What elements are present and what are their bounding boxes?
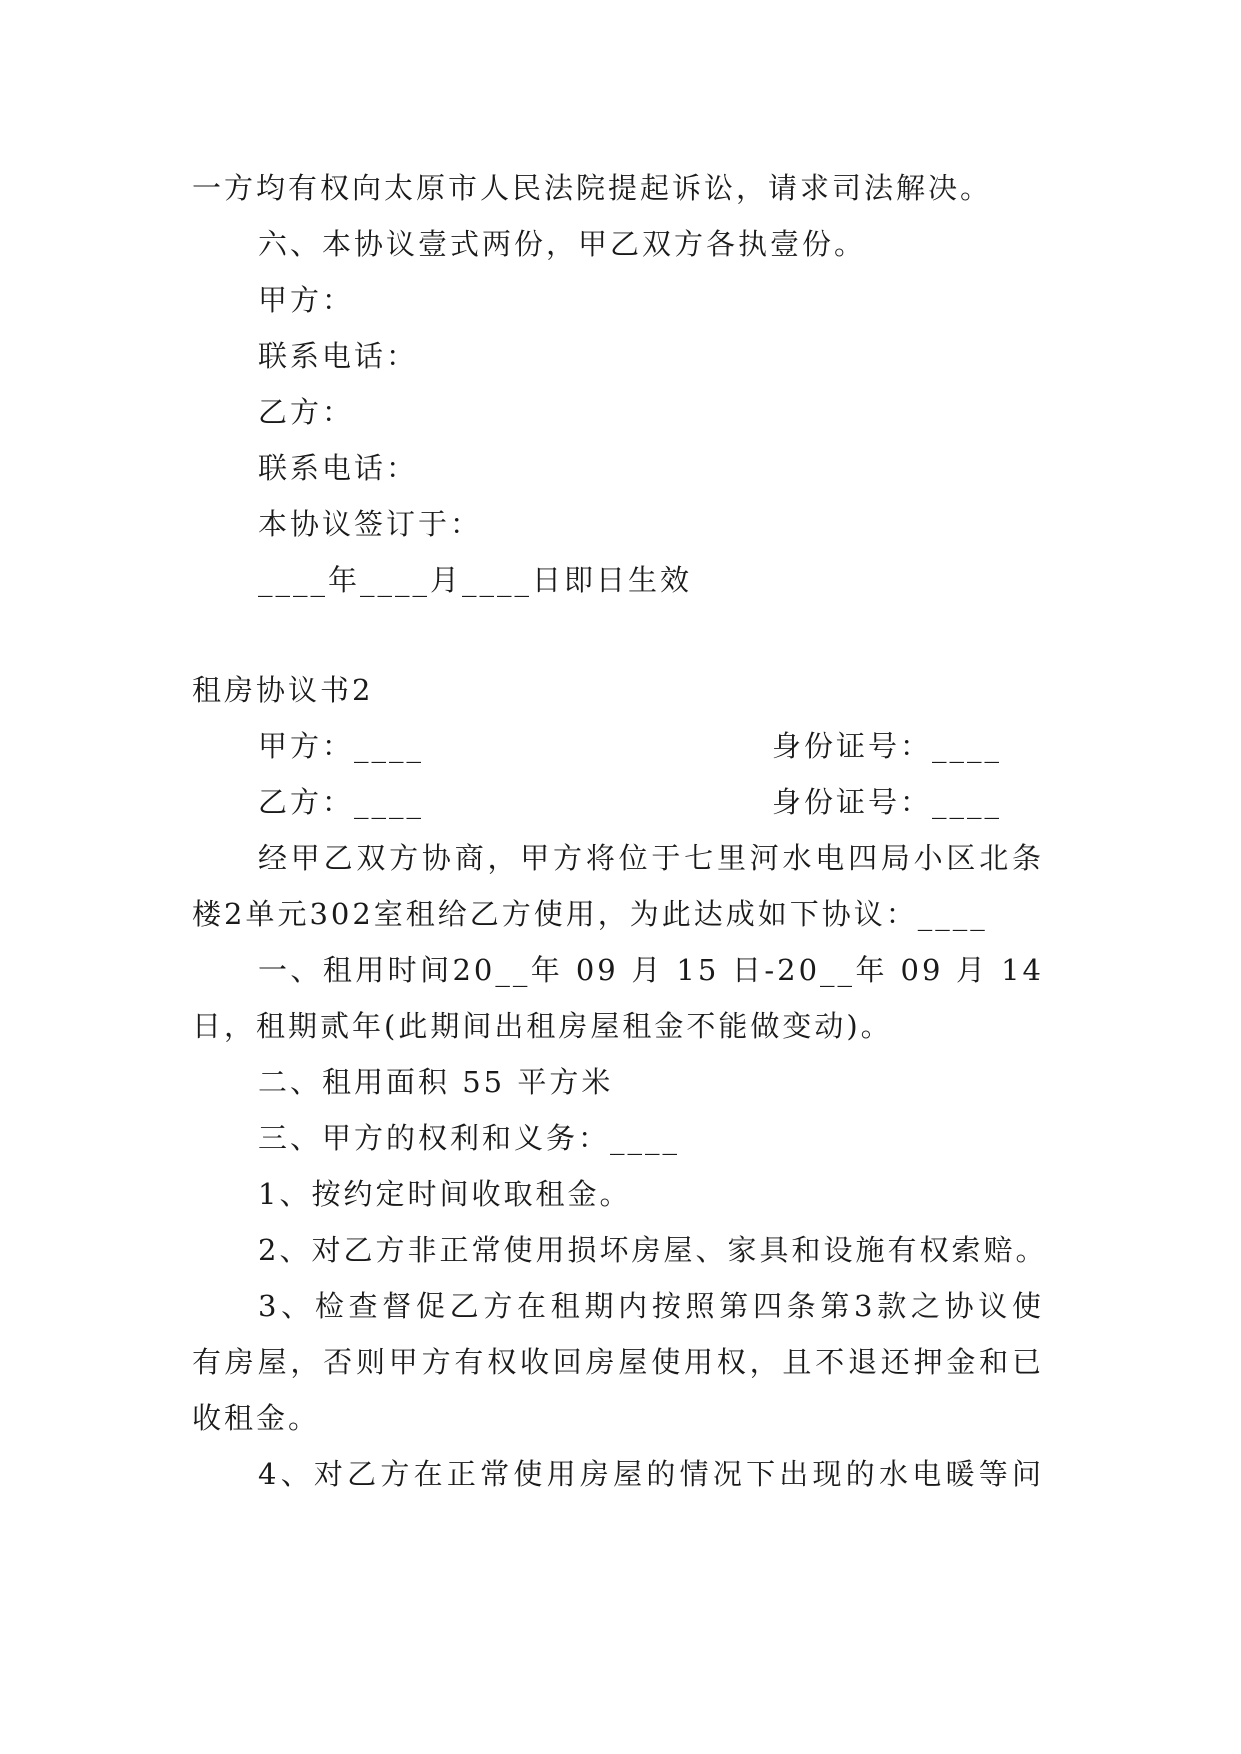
paragraph-line: 楼2单元302室租给乙方使用，为此达成如下协议：____ bbox=[192, 897, 988, 931]
party-b-id-field: 身份证号：____ bbox=[772, 785, 1003, 819]
signed-date-label: 本协议签订于： bbox=[258, 507, 483, 541]
section-title: 租房协议书2 bbox=[192, 673, 374, 707]
paragraph-line: 经甲乙双方协商，甲方将位于七里河水电四局小区北条 bbox=[258, 841, 1044, 875]
party-a-field: 甲方：____ bbox=[258, 729, 425, 763]
list-item: 3、检查督促乙方在租期内按照第四条第3款之协议使 bbox=[258, 1289, 1044, 1323]
party-a-label: 甲方： bbox=[258, 283, 355, 317]
list-item-continuation: 有房屋，否则甲方有权收回房屋使用权，且不退还押金和已 bbox=[192, 1345, 1044, 1379]
party-b-label: 乙方： bbox=[258, 395, 355, 429]
party-a-phone-label: 联系电话： bbox=[258, 339, 419, 373]
effective-date-line: ____年____月____日即日生效 bbox=[258, 563, 693, 597]
list-item: 2、对乙方非正常使用损坏房屋、家具和设施有权索赔。 bbox=[258, 1233, 1048, 1267]
paragraph-line: 一方均有权向太原市人民法院提起诉讼，请求司法解决。 bbox=[192, 171, 993, 205]
clause-one-line: 一、租用时间20__年 09 月 15 日-20__年 09 月 14 bbox=[258, 953, 1044, 987]
party-b-field: 乙方：____ bbox=[258, 785, 425, 819]
party-b-phone-label: 联系电话： bbox=[258, 451, 419, 485]
list-item: 1、按约定时间收取租金。 bbox=[258, 1177, 632, 1211]
clause-three-heading: 三、甲方的权利和义务：____ bbox=[258, 1121, 681, 1155]
list-item-continuation: 收租金。 bbox=[192, 1401, 321, 1435]
party-a-id-field: 身份证号：____ bbox=[772, 729, 1003, 763]
clause-one-line: 日，租期贰年(此期间出租房屋租金不能做变动)。 bbox=[192, 1009, 893, 1043]
clause-two: 二、租用面积 55 平方米 bbox=[258, 1065, 614, 1099]
list-item: 4、对乙方在正常使用房屋的情况下出现的水电暖等问 bbox=[258, 1457, 1044, 1491]
clause-six: 六、本协议壹式两份，甲乙双方各执壹份。 bbox=[258, 227, 867, 261]
